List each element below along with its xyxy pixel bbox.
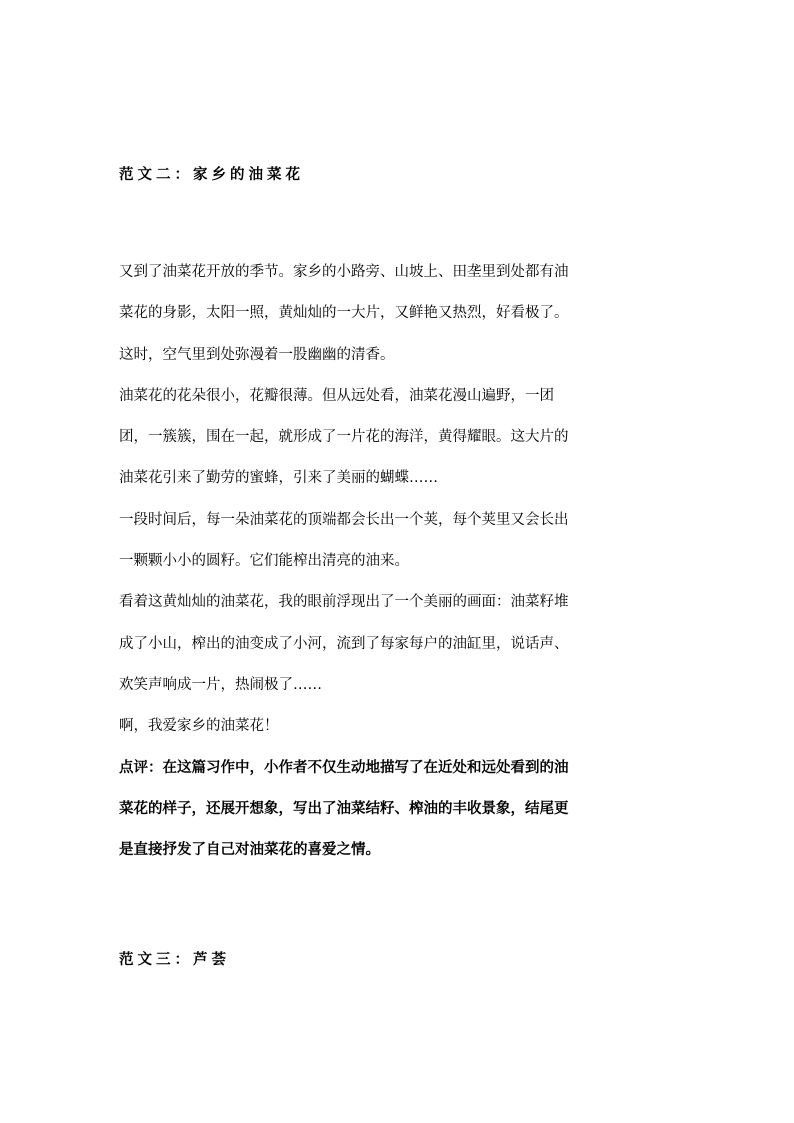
body-line: 又到了油菜花开放的季节。家乡的小路旁、山坡上、田垄里到处都有油 [119,264,569,280]
body-line: 菜花的身影，太阳一照，黄灿灿的一大片，又鲜艳又热烈，好看极了。 [119,305,569,322]
body-line: 油菜花的花朵很小，花瓣很薄。但从远处看，油菜花漫山遍野，一团 [119,387,554,404]
body-line: 一段时间后，每一朵油菜花的顶端都会长出一个荚，每个荚里又会长出 [119,511,569,528]
body-line: 看着这黄灿灿的油菜花，我的眼前浮现出了一个美丽的画面：油菜籽堆 [119,594,569,611]
body-line: 欢笑声响成一片，热闹极了…… [119,676,322,693]
comment-line: 点评：在这篇习作中，小作者不仅生动地描写了在近处和远处看到的油 [119,759,569,776]
essay-three-heading: 范文三：芦荟 [119,952,230,968]
body-line: 这时，空气里到处弥漫着一股幽幽的清香。 [119,346,395,363]
comment-line: 是直接抒发了自己对油菜花的喜爱之情。 [119,842,380,859]
comment-line: 菜花的样子，还展开想象，写出了油菜结籽、榨油的丰收景象，结尾更 [119,800,569,817]
body-line: 团，一簇簇，围在一起，就形成了一片花的海洋，黄得耀眼。这大片的 [119,429,569,446]
body-line: 油菜花引来了勤劳的蜜蜂，引来了美丽的蝴蝶…… [119,470,438,487]
body-line: 一颗颗小小的圆籽。它们能榨出清亮的油来。 [119,553,409,570]
body-line: 啊，我爱家乡的油菜花！ [119,718,279,735]
body-line: 成了小山，榨出的油变成了小河，流到了每家每户的油缸里，说话声、 [119,635,569,652]
essay-two-heading: 范文二：家乡的油菜花 [119,167,304,183]
essay-two-body [119,252,679,871]
